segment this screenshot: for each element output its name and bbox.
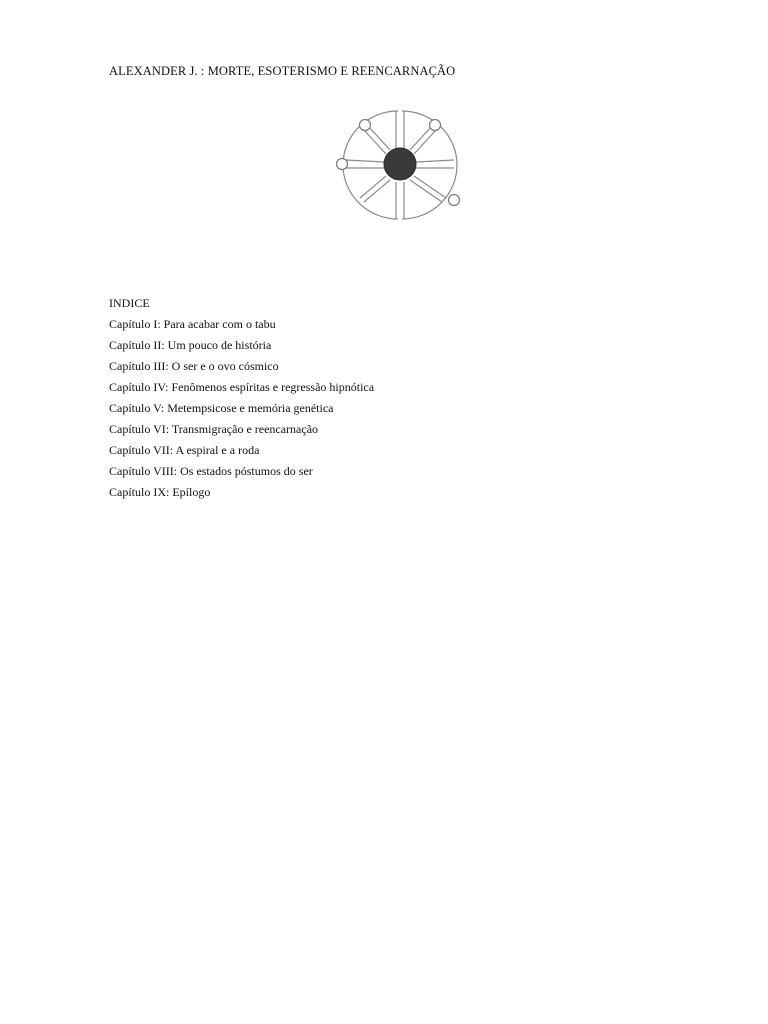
chapter-item: Capítulo III: O ser e o ovo cósmico <box>109 359 279 373</box>
chapter-item: Capítulo IX: Epílogo <box>109 485 211 499</box>
chapter-item: Capítulo V: Metempsicose e memória genética <box>109 401 334 415</box>
table-of-contents <box>109 293 374 503</box>
chapter-item: Capítulo I: Para acabar com o tabu <box>109 317 276 331</box>
chapter-item: Capítulo VI: Transmigração e reencarnação <box>109 422 319 436</box>
document-title: ALEXANDER J. : MORTE, ESOTERISMO E REENCARNAÇÃO <box>109 64 456 78</box>
chapter-item: Capítulo IV: Fenômenos espíritas e regressão hipnótica <box>109 380 375 394</box>
index-heading: INDICE <box>109 296 150 310</box>
chapter-item: Capítulo VII: A espiral e a roda <box>109 443 260 457</box>
chapter-list <box>109 314 374 503</box>
chapter-item: Capítulo II: Um pouco de história <box>109 338 272 352</box>
wheel-of-rebirth-icon <box>330 106 470 224</box>
chapter-item: Capítulo VIII: Os estados póstumos do ser <box>109 464 313 478</box>
